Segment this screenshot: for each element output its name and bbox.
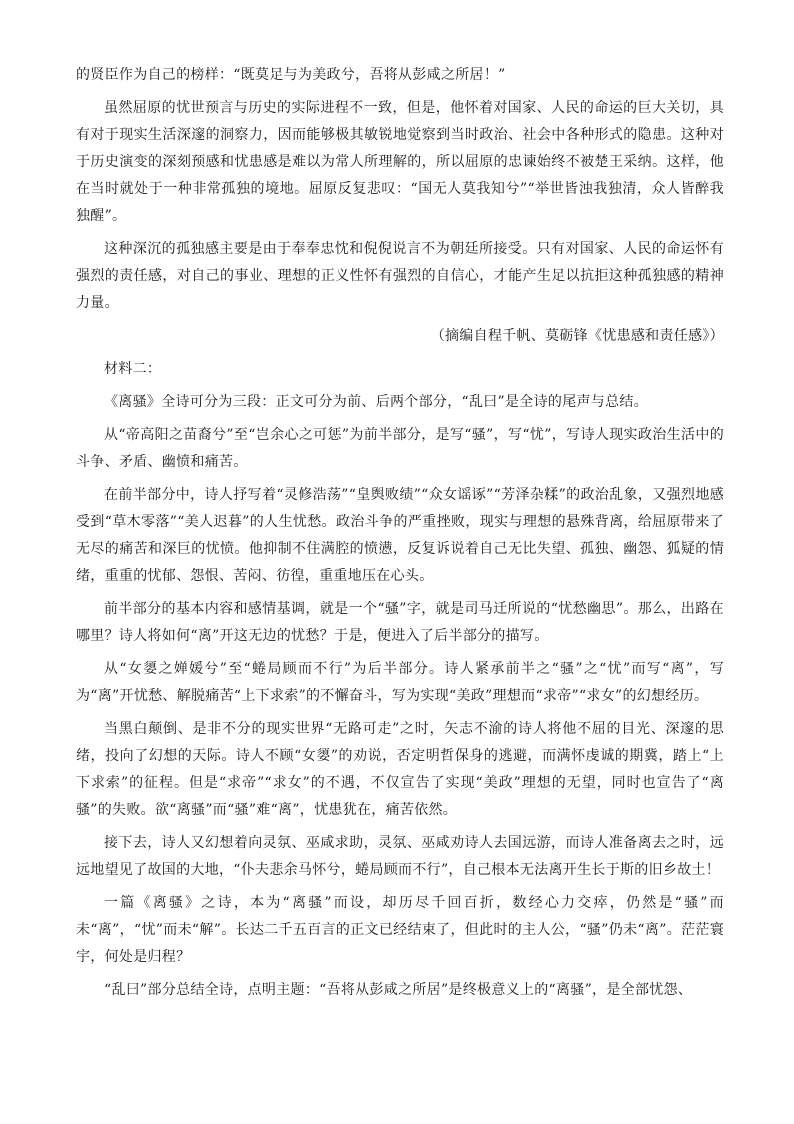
paragraph-lingfen-wuxian: 接下去，诗人又幻想着向灵氛、巫咸求助，灵氛、巫咸劝诗人去国远游，而诗人准备离去之时，远远地望见了故国的大地，“仆夫悲余马怀兮，蜷局顾而不行”，自己根本无法离开生长于斯的旧乡故土！	[76, 835, 724, 878]
material-two-label: 材料二：	[104, 361, 162, 377]
paragraph-1: 的贤臣作为自己的榜样：“既莫足与为美政兮，吾将从彭咸之所居！”	[76, 67, 506, 83]
paragraph-2: 虽然屈原的忧世预言与历史的实际进程不一致，但是，他怀着对国家、人民的命运的巨大关切，具有对于现实生活深邃的洞察力，因而能够极其敏锐地觉察到当时政治、社会中各种形式的隐患。这种对于历史演变的深刻预感和忧患感是难以为常人所理解的，所以屈原的忠谏始终不被楚王采纳。这样，他在当时就处于一种非常孤独的境地。屈原反复悲叹：“国无人莫我知兮”“举世皆浊我独清，众人皆醉我独醒”。	[76, 100, 724, 224]
paragraph-lisao-summary: 一篇《离骚》之诗，本为“离骚”而设，却历尽千回百折，数经心力交瘁，仍然是“骚”而未“离”，“忧”而未“解”。长达二千五百言的正文已经结束了，但此时的主人公，“骚”仍未“离”。茫茫寰宇，何处是归程？	[76, 895, 724, 965]
paragraph-first-half-summary: 前半部分的基本内容和感情基调，就是一个“骚”字，就是司马迁所说的“忧愁幽思”。那么，出路在哪里？诗人将如何“离”开这无边的忧愁？于是，便进入了后半部分的描写。	[76, 601, 724, 644]
paragraph-structure: 《离骚》全诗可分为三段：正文可分为前、后两个部分，“乱曰”是全诗的尾声与总结。	[104, 394, 649, 410]
paragraph-second-half-detail: 当黑白颠倒、是非不分的现实世界“无路可走”之时，矢志不渝的诗人将他不屈的目光、深邃的思绪，投向了幻想的天际。诗人不顾“女嬃”的劝说，否定明哲保身的逃避，而满怀虔诚的期冀，踏上“上下求索”的征程。但是“求帝”“求女”的不遇，不仅宣告了实现“美政”理想的无望，同时也宣告了“离骚”的失败。欲“离骚”而“骚”难“离”，忧患犹在，痛苦依然。	[76, 721, 724, 818]
source-citation: （摘编自程千帆、莫砺锋《忧患感和责任感》）	[430, 328, 724, 344]
paragraph-first-half: 从“帝高阳之苗裔兮”至“岂余心之可惩”为前半部分，是写“骚”，写“忧”，写诗人现实政治生活中的斗争、矛盾、幽愤和痛苦。	[76, 427, 724, 470]
paragraph-luanyue: “乱曰”部分总结全诗，点明主题：“吾将从彭咸之所居”是终极意义上的“离骚”，是全部忧怨、	[104, 982, 693, 998]
paragraph-3: 这种深沉的孤独感主要是由于奉奉忠忱和倪倪说言不为朝廷所接受。只有对国家、人民的命运怀有强烈的责任感，对自己的事业、理想的正义性怀有强烈的自信心，才能产生足以抗拒这种孤独感的精神力量。	[76, 241, 724, 311]
paragraph-second-half: 从“女嬃之婵媛兮”至“蜷局顾而不行”为后半部分。诗人紧承前半之“骚”之“忧”而写“离”，写为“离”开忧愁、解脱痛苦“上下求索”的不懈奋斗，写为实现“美政”理想而“求帝”“求女”的幻想经历。	[76, 661, 724, 704]
document-page	[76, 62, 724, 1010]
paragraph-first-half-detail: 在前半部分中，诗人抒写着“灵修浩荡”“皇舆败绩”“众女谣诼”“芳泽杂糅”的政治乱象，又强烈地感受到“草木零落”“美人迟暮”的人生忧愁。政治斗争的严重挫败，现实与理想的悬殊背离，给屈原带来了无尽的痛苦和深巨的忧愤。他抑制不住满腔的愤懑，反复诉说着自己无比失望、孤独、幽怨、狐疑的情绪，重重的忧郁、怨恨、苦闷、彷徨，重重地压在心头。	[76, 487, 724, 584]
